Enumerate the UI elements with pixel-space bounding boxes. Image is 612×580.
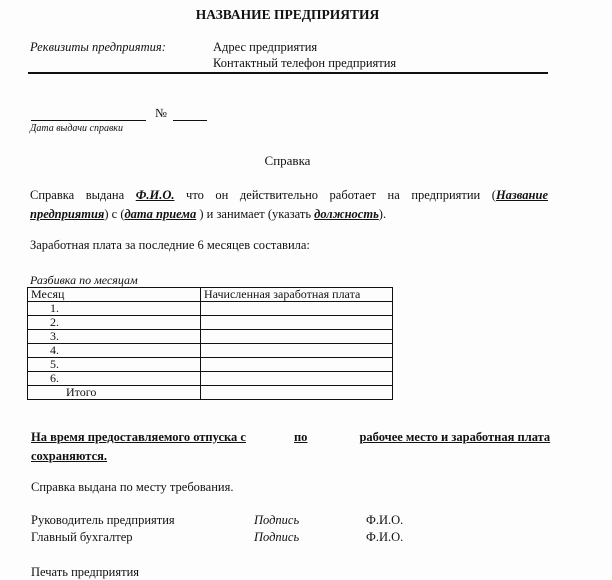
document-title: Справка	[264, 153, 311, 168]
breakdown-label: Разбивка по месяцам	[30, 273, 138, 287]
salary-cell	[201, 330, 393, 344]
requisites-label: Реквизиты предприятия:	[30, 40, 166, 54]
issue-date-caption: Дата выдачи справки	[30, 123, 123, 134]
column-header-salary: Начисленная заработная плата	[201, 288, 393, 302]
director-role: Руководитель предприятия	[31, 513, 175, 527]
position-placeholder: должность	[314, 207, 379, 221]
vacation-text: рабочее место и заработная плата	[359, 430, 551, 444]
accountant-fio-label: Ф.И.О.	[366, 530, 404, 544]
director-signature-label: Подпись	[254, 513, 300, 527]
month-cell: 6.	[28, 372, 201, 386]
salary-cell	[201, 358, 393, 372]
salary-cell	[201, 316, 393, 330]
table-row	[28, 316, 393, 330]
director-fio-label: Ф.И.О.	[366, 513, 404, 527]
salary-cell	[201, 372, 393, 386]
issue-date-blank	[31, 120, 146, 121]
table-row	[28, 330, 393, 344]
accountant-signature-label: Подпись	[254, 530, 300, 544]
company-address: Адрес предприятия	[213, 40, 318, 54]
header-divider	[28, 72, 548, 74]
company-stamp-label: Печать предприятия	[31, 565, 140, 579]
vacation-text: по	[293, 430, 308, 444]
issue-number-blank	[173, 120, 207, 121]
table-total-row	[28, 386, 393, 400]
total-label-cell: Итого	[28, 386, 201, 400]
hire-date-placeholder: дата приема	[124, 207, 197, 221]
company-placeholder: Название предприятия	[30, 188, 548, 221]
table-row	[28, 372, 393, 386]
table-row	[28, 302, 393, 316]
fio-placeholder: Ф.И.О.	[135, 188, 175, 202]
vacation-statement	[31, 428, 550, 466]
month-cell: 5.	[28, 358, 201, 372]
p1-text: ) с (	[104, 207, 125, 221]
month-cell: 4.	[28, 344, 201, 358]
salary-table	[27, 287, 393, 400]
salary-cell	[201, 302, 393, 316]
vacation-text: На время предоставляемого отпуска с	[31, 430, 246, 444]
certificate-paragraph	[30, 186, 548, 224]
number-sign: №	[155, 106, 167, 120]
accountant-role: Главный бухгалтер	[31, 530, 133, 544]
total-value-cell	[201, 386, 393, 400]
column-header-month: Месяц	[28, 288, 201, 302]
table-row	[28, 358, 393, 372]
p1-text: Справка выдана	[30, 188, 136, 202]
company-name-heading: НАЗВАНИЕ ПРЕДПРИЯТИЯ	[195, 7, 380, 22]
salary-statement: Заработная плата за последние 6 месяцев составила:	[30, 238, 310, 252]
vacation-text: сохраняются.	[31, 449, 108, 463]
month-cell: 3.	[28, 330, 201, 344]
p1-text: что он действительно работает на предприятии (	[174, 188, 496, 202]
issued-to-statement: Справка выдана по месту требования.	[31, 480, 234, 494]
month-cell: 1.	[28, 302, 201, 316]
p1-text: ).	[378, 207, 387, 221]
month-cell: 2.	[28, 316, 201, 330]
table-row	[28, 344, 393, 358]
p1-text: ) и занимает (указать	[196, 207, 315, 221]
company-phone: Контактный телефон предприятия	[213, 56, 397, 70]
table-header-row	[28, 288, 393, 302]
salary-cell	[201, 344, 393, 358]
